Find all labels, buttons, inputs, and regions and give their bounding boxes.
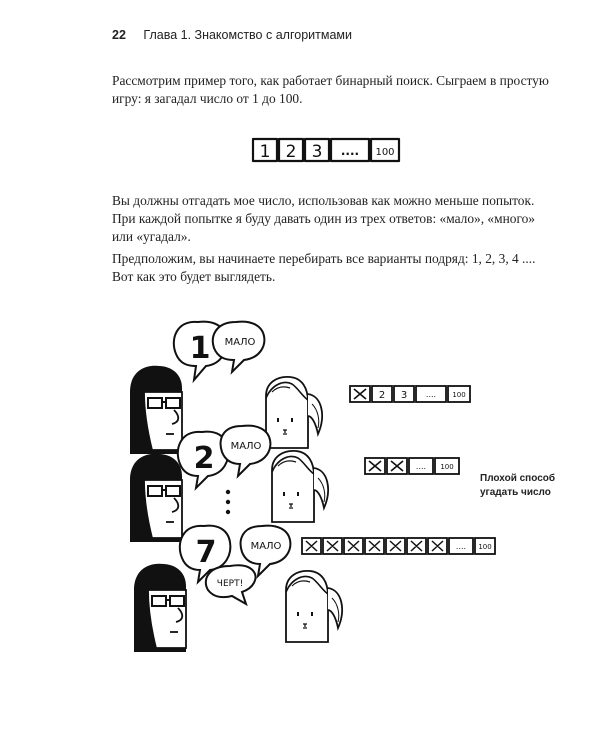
illustration-row-1	[130, 322, 470, 454]
strip-cell-3: 3	[311, 142, 323, 162]
paragraph-intro: Рассмотрим пример того, как работает бинарный поиск. Сыграем в простую игру: я загадал число от 1 до 100.	[112, 73, 549, 106]
row2-cell-dots: ....	[415, 462, 427, 471]
guess-bubble-2: 2	[193, 441, 215, 476]
row1-cell-dots: ....	[425, 390, 437, 399]
row2-cell-100: 100	[440, 463, 454, 471]
row1-cell-2: 2	[378, 390, 386, 401]
number-strip	[250, 135, 402, 165]
row1-cell-3: 3	[400, 390, 408, 401]
guess-bubble-3: 7	[195, 535, 217, 570]
page-header	[112, 28, 560, 42]
illustration-caption: Плохой способ угадать число	[480, 473, 556, 498]
row3-cell-100: 100	[478, 543, 492, 551]
reply-bubble-1: МАЛО	[224, 337, 256, 348]
reply-bubble-3: МАЛО	[250, 541, 282, 552]
chapter-title: Глава 1. Знакомство с алгоритмами	[143, 28, 352, 42]
reply-bubble-2: МАЛО	[230, 441, 262, 452]
page-number: 22	[112, 28, 126, 42]
row1-cell-100: 100	[452, 391, 466, 399]
strip-cell-dots: ....	[340, 144, 360, 158]
paragraph-rules: Вы должны отгадать мое число, использовав как можно меньше попыток. При каждой попытке я буду давать один из трех ответов: «мало», «много» или «угадал».	[112, 193, 535, 244]
row3-cell-dots: ....	[455, 542, 467, 551]
exclamation-bubble: ЧЕРТ!	[216, 579, 244, 589]
strip-cell-2: 2	[285, 142, 297, 162]
illustration-row-3	[134, 526, 495, 652]
guess-bubble-1: 1	[189, 331, 211, 366]
paragraph-sequential: Предположим, вы начинаете перебирать все варианты подряд: 1, 2, 3, 4 .... Вот как это будет выглядеть.	[112, 251, 536, 284]
strip-cell-1: 1	[259, 142, 271, 162]
strip-cell-100: 100	[375, 147, 395, 158]
